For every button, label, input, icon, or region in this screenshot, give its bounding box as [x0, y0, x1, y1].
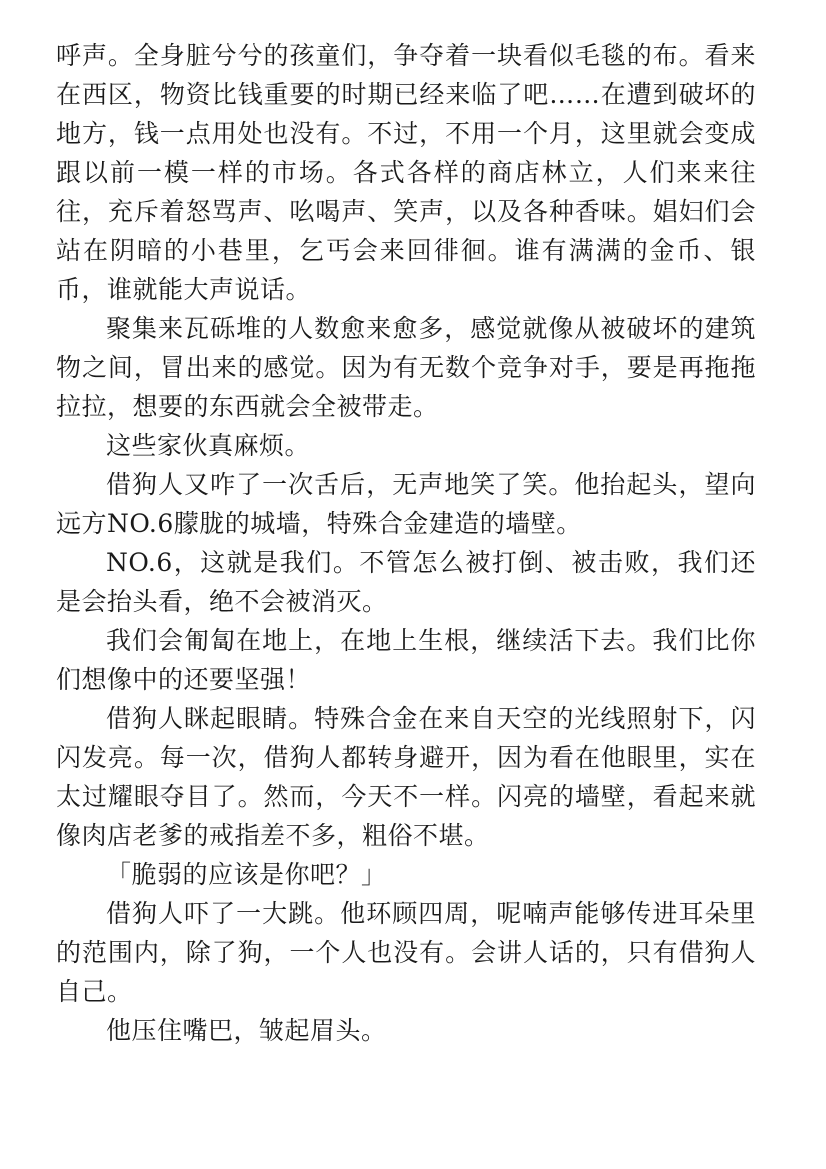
paragraph-4: 借狗人又咋了一次舌后，无声地笑了笑。他抬起头，望向远方NO.6朦胧的城墙，特殊合金建造的墙壁。	[56, 470, 756, 538]
paragraph-5: NO.6，这就是我们。不管怎么被打倒、被击败，我们还是会抬头看，绝不会被消灭。	[56, 548, 756, 616]
paragraph-8-dialogue: 「脆弱的应该是你吧？」	[106, 860, 387, 889]
paragraph-2: 聚集来瓦砾堆的人数愈来愈多，感觉就像从被破坏的建筑物之间，冒出来的感觉。因为有无数个竞争对手，要是再拖拖拉拉，想要的东西就会全被带走。	[56, 314, 756, 421]
paragraph-3: 这些家伙真麻烦。	[106, 431, 311, 460]
paragraph-7: 借狗人眯起眼睛。特殊合金在来自天空的光线照射下，闪闪发亮。每一次，借狗人都转身避开，因为看在他眼里，实在太过耀眼夺目了。然而，今天不一样。闪亮的墙壁，看起来就像肉店老爹的戒指差不多，粗俗不堪。	[56, 704, 756, 850]
document-page	[56, 36, 756, 1050]
paragraph-1: 呼声。全身脏兮兮的孩童们，争夺着一块看似毛毯的布。看来在西区，物资比钱重要的时期已经来临了吧……在遭到破坏的地方，钱一点用处也没有。不过，不用一个月，这里就会变成跟以前一模一样的市场。各式各样的商店林立，人们来来往往，充斥着怒骂声、吆喝声、笑声，以及各种香味。娼妇们会站在阴暗的小巷里，乞丐会来回徘徊。谁有满满的金币、银币，谁就能大声说话。	[56, 41, 756, 304]
paragraph-9: 借狗人吓了一大跳。他环顾四周，呢喃声能够传进耳朵里的范围内，除了狗，一个人也没有。会讲人话的，只有借狗人自己。	[56, 899, 756, 1006]
paragraph-6: 我们会匍匐在地上，在地上生根，继续活下去。我们比你们想像中的还要坚强！	[56, 626, 756, 694]
paragraph-10: 他压住嘴巴，皱起眉头。	[106, 1016, 387, 1045]
